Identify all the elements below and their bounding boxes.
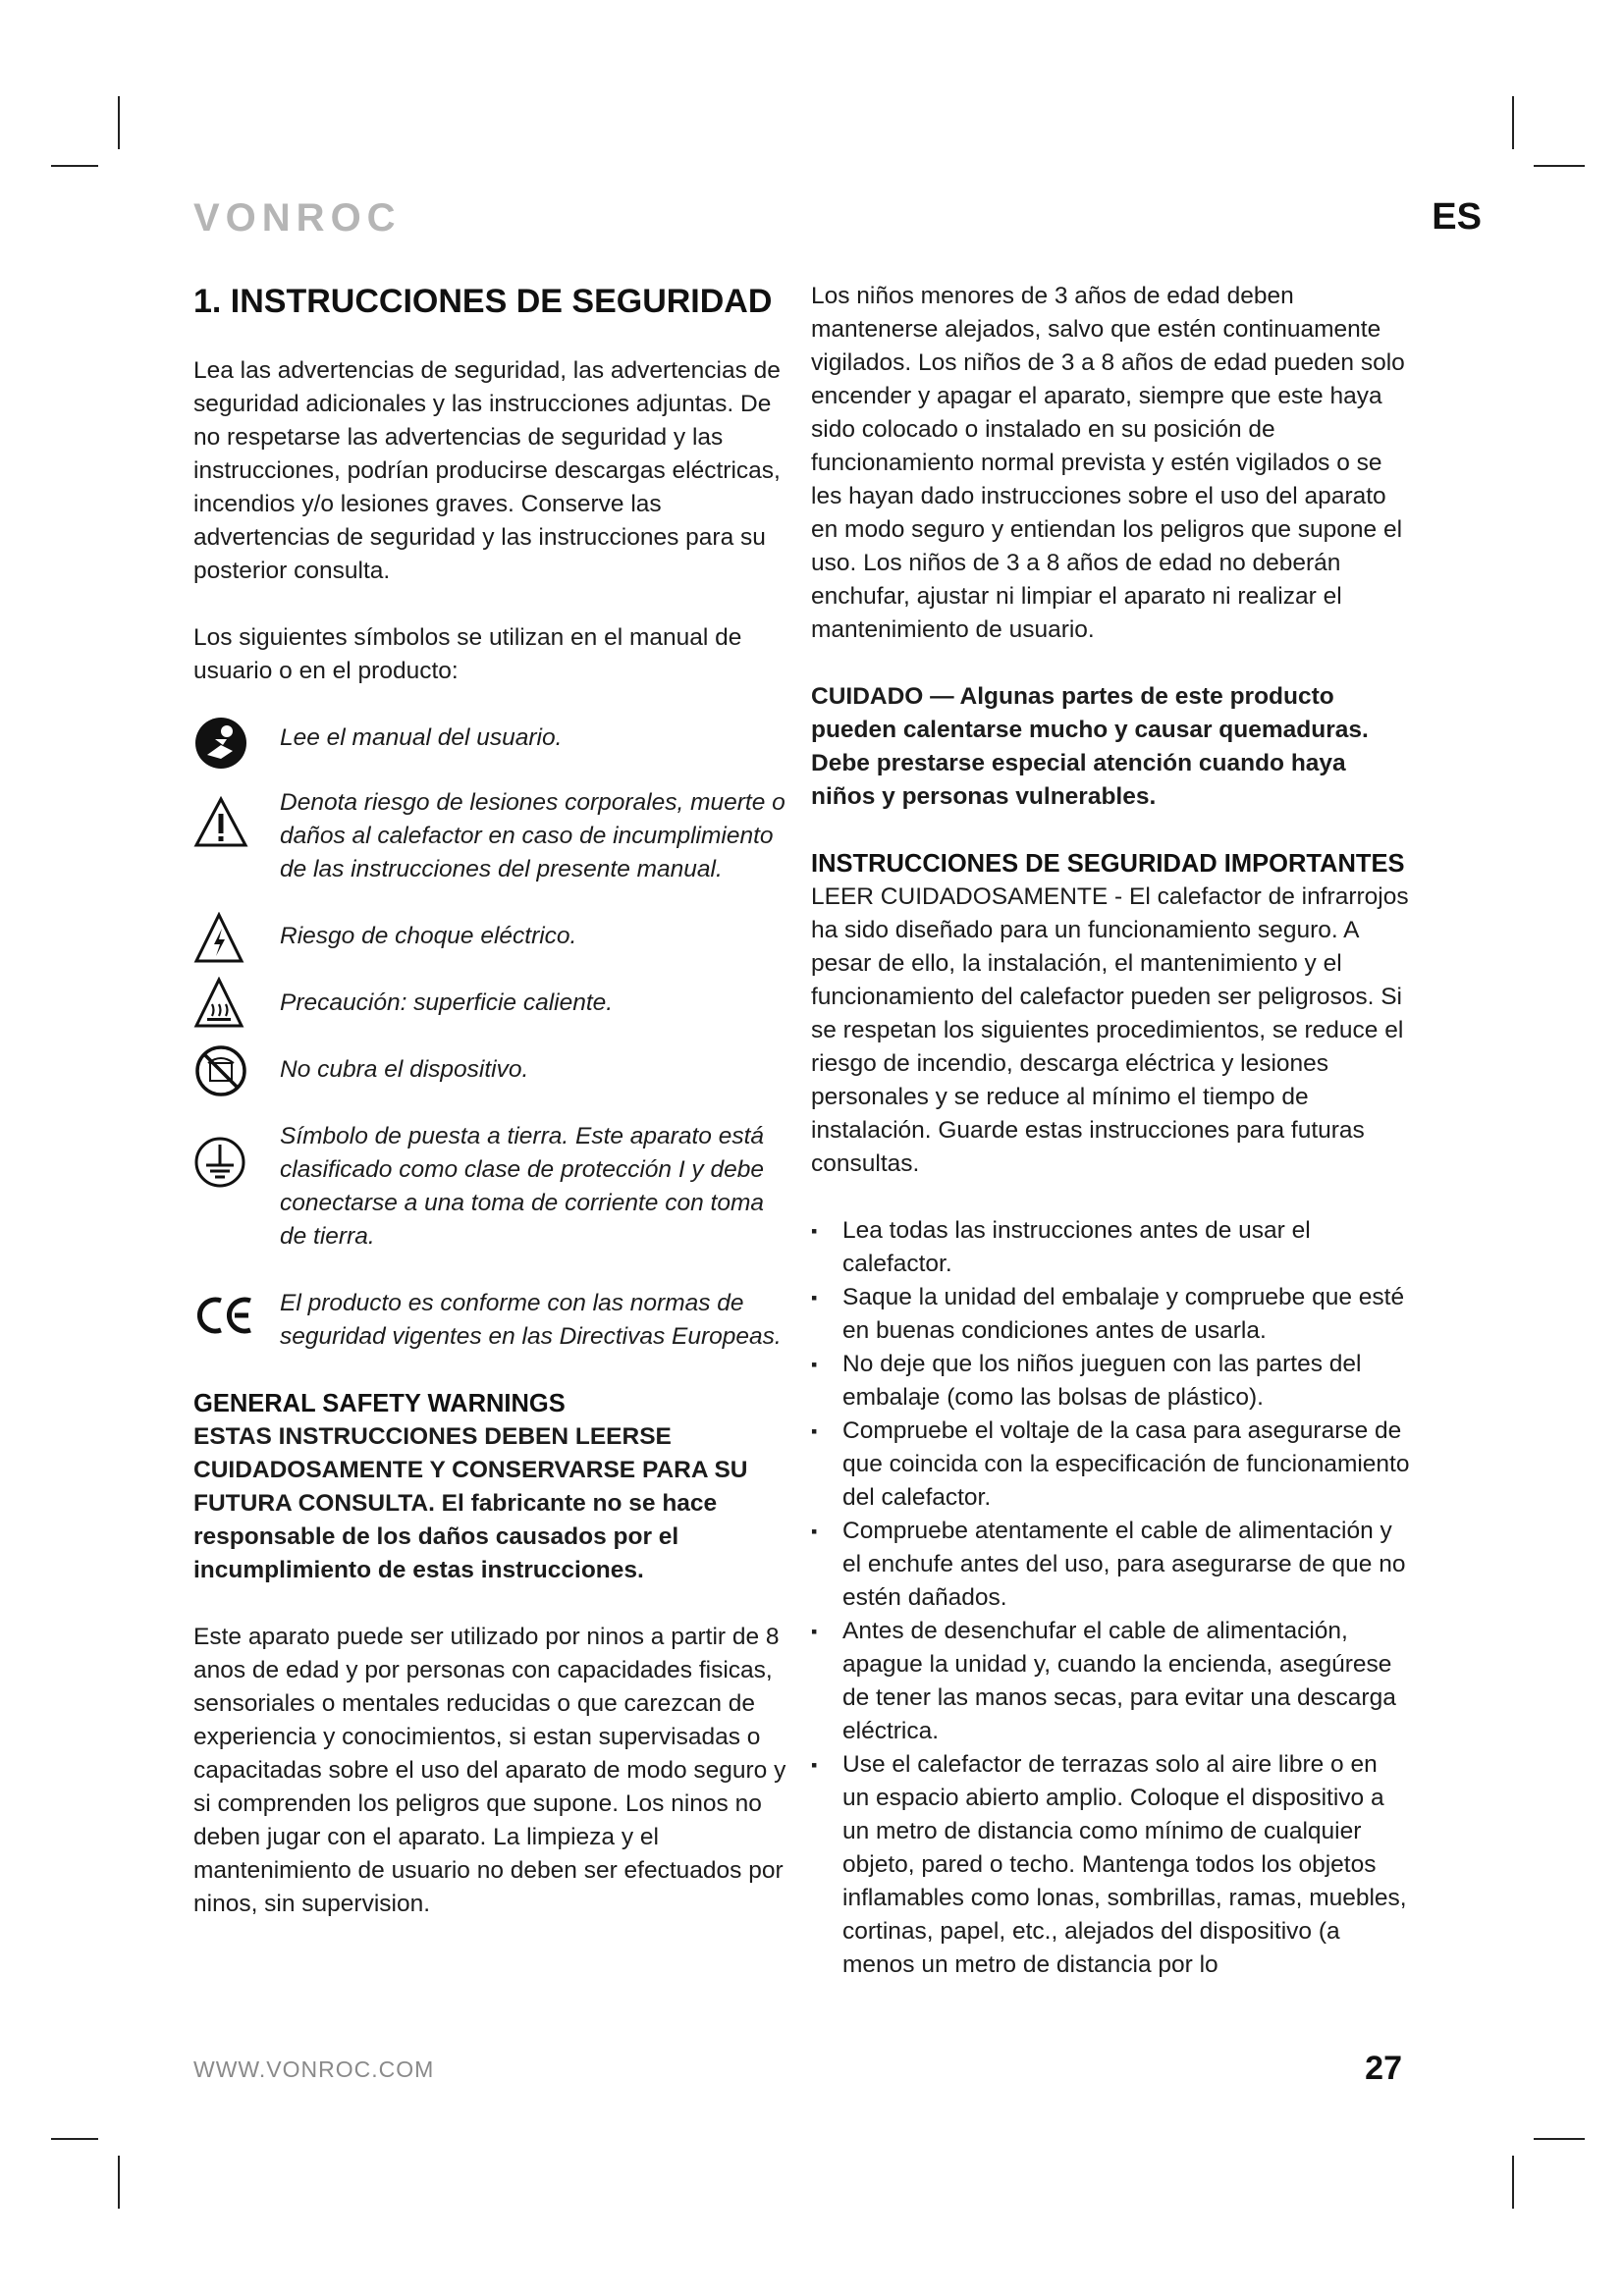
footer-url: WWW.VONROC.COM [193, 2056, 435, 2082]
symbol-text: No cubra el dispositivo. [280, 1056, 529, 1083]
safety-bullet-list [811, 1214, 1410, 1982]
warning-triangle-icon [193, 796, 248, 849]
symbol-row [193, 1053, 792, 1087]
right-column [811, 280, 1410, 1982]
list-item: ▪ No deje que los niños jueguen con las partes del embalaje (como las bolsas de plástico). [811, 1348, 1410, 1415]
crop-mark [51, 165, 98, 167]
symbol-text: El producto es conforme con las normas de seguridad vigentes en las Directivas Europeas. [280, 1290, 782, 1350]
crop-mark [1512, 2156, 1514, 2209]
symbol-text: Precaución: superficie caliente. [280, 989, 614, 1016]
intro-paragraph: Lea las advertencias de seguridad, las advertencias de seguridad adicionales y las instrucciones adjuntas. De no respetarse las advertencias de seguridad y las instrucciones, podrían producirse descargas eléctricas, incendios y/o lesiones graves. Conserve las advertencias de seguridad y las instrucciones para su posterior consulta. [193, 357, 781, 584]
left-column [193, 280, 792, 1921]
symbol-row [193, 1287, 792, 1354]
crop-mark [118, 2156, 120, 2209]
symbols-intro: Los siguientes símbolos se utilizan en el manual de usuario o en el producto: [193, 624, 742, 684]
symbol-text: Símbolo de puesta a tierra. Este aparato está clasificado como clase de protección I y debe conectarse a una toma de corriente con toma de tierra. [280, 1123, 765, 1250]
general-warnings-heading: GENERAL SAFETY WARNINGS [193, 1390, 566, 1417]
general-warnings-text: ESTAS INSTRUCCIONES DEBEN LEERSE CUIDADOSAMENTE Y CONSERVARSE PARA SU FUTURA CONSULTA. El fabricante no se hace responsable de los daños causados por el incumplimiento de estas instrucciones. [193, 1423, 748, 1583]
language-code: ES [1432, 196, 1482, 238]
list-item: ▪ Saque la unidad del embalaje y compruebe que esté en buenas condiciones antes de usarla. [811, 1281, 1410, 1348]
electric-shock-icon [193, 912, 244, 965]
hot-surface-icon [193, 977, 244, 1030]
list-item: ▪ Compruebe atentamente el cable de alimentación y el enchufe antes del uso, para asegurarse de que no estén dañados. [811, 1515, 1410, 1615]
symbol-row [193, 1120, 792, 1254]
do-not-cover-icon [193, 1043, 248, 1098]
crop-mark [51, 2138, 98, 2140]
symbol-row [193, 721, 792, 773]
brand-logo: VONROC [193, 196, 402, 240]
page-number: 27 [1365, 2050, 1402, 2087]
important-heading: INSTRUCCIONES DE SEGURIDAD IMPORTANTES [811, 850, 1405, 878]
symbol-text: Riesgo de choque eléctrico. [280, 923, 577, 949]
children-paragraph: Los niños menores de 3 años de edad deben mantenerse alejados, salvo que estén continuamente vigilados. Los niños de 3 a 8 años de edad pueden solo encender y apagar el aparato, siempre que este haya sido colocado o instalado en su posición de funcionamiento normal prevista y estén vigilados o se les hayan dado instrucciones sobre el uso del aparato en modo seguro y entiendan los peligros que supone el uso. Los niños de 3 a 8 años de edad no deberán enchufar, ajustar ni limpiar el aparato ni realizar el mantenimiento de usuario. [811, 283, 1405, 643]
symbol-text: Lee el manual del usuario. [280, 724, 563, 751]
list-item: ▪ Lea todas las instrucciones antes de usar el calefactor. [811, 1214, 1410, 1281]
section-title: 1. INSTRUCCIONES DE SEGURIDAD [193, 283, 773, 320]
list-item: ▪ Antes de desenchufar el cable de alimentación, apague la unidad y, cuando la encienda, asegúrese de tener las manos secas, para evitar una descarga eléctrica. [811, 1615, 1410, 1748]
ce-mark-icon [193, 1293, 256, 1338]
crop-mark [1534, 165, 1585, 167]
symbol-row [193, 987, 792, 1020]
symbol-row [193, 920, 792, 953]
crop-mark [118, 96, 120, 149]
list-item: ▪ Compruebe el voltaje de la casa para asegurarse de que coincida con la especificación de funcionamiento del calefactor. [811, 1415, 1410, 1515]
read-manual-icon [193, 716, 248, 771]
symbol-row [193, 786, 792, 886]
symbol-text: Denota riesgo de lesiones corporales, muerte o daños al calefactor en caso de incumplimiento de las instrucciones del presente manual. [280, 789, 785, 882]
crop-mark [1512, 96, 1514, 149]
caution-paragraph: CUIDADO — Algunas partes de este producto pueden calentarse mucho y causar quemaduras. Debe prestarse especial atención cuando haya niños y personas vulnerables. [811, 683, 1369, 810]
list-item: ▪ Use el calefactor de terrazas solo al aire libre o en un espacio abierto amplio. Coloque el dispositivo a un metro de distancia como mínimo de cualquier objeto, pared o techo. Mantenga todos los objetos inflamables como lonas, sombrillas, ramas, muebles, cortinas, papel, etc., alejados del dispositivo (a menos un metro de distancia por lo [811, 1748, 1410, 1982]
important-paragraph: LEER CUIDADOSAMENTE - El calefactor de infrarrojos ha sido diseñado para un funcionamiento seguro. A pesar de ello, la instalación, el mantenimiento y el funcionamiento del calefactor pueden ser peligrosos. Si se respetan los siguientes procedimientos, se reduce el riesgo de incendio, descarga eléctrica y lesiones personales y se reduce al mínimo el tiempo de instalación. Guarde estas instrucciones para futuras consultas. [811, 883, 1409, 1177]
earth-ground-icon [193, 1136, 246, 1189]
appliance-use-paragraph: Este aparato puede ser utilizado por ninos a partir de 8 anos de edad y por personas con capacidades fisicas, sensoriales o mentales reducidas o que carezcan de experiencia y conocimientos, si estan supervisadas o capacitadas sobre el uso del aparato de modo seguro y si comprenden los peligros que supone. Los ninos no deben jugar con el aparato. La limpieza y el mantenimiento de usuario no deben ser efectuados por ninos, sin supervision. [193, 1624, 786, 1917]
crop-mark [1534, 2138, 1585, 2140]
